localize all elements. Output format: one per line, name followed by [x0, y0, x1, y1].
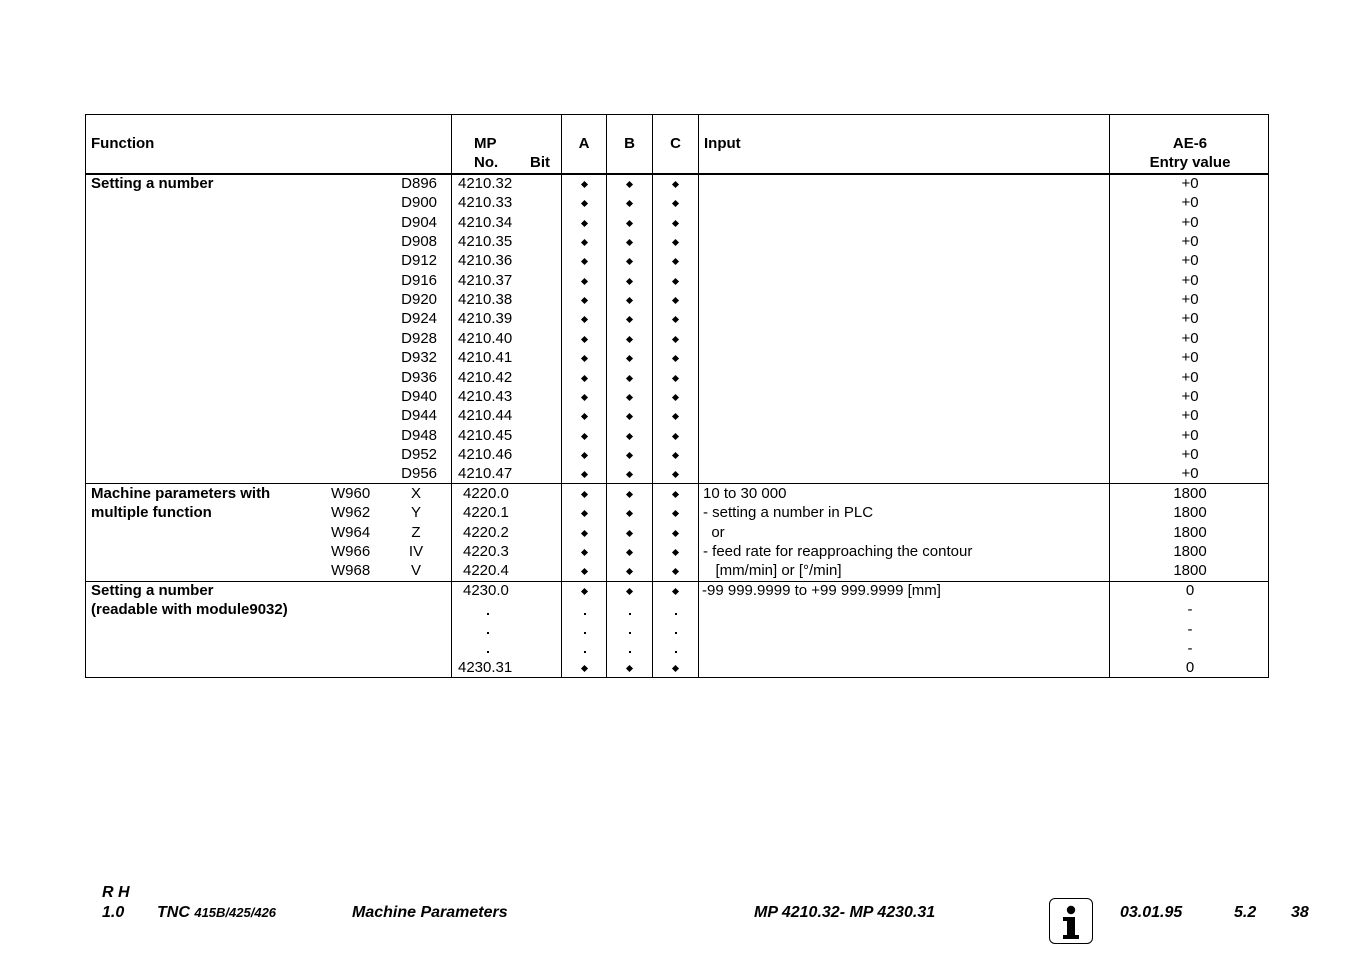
ellipsis-dot	[675, 632, 677, 634]
row-mp-number: 4220.3	[463, 543, 509, 561]
row-code: D908	[401, 233, 437, 251]
footer-mp-range: MP 4210.32- MP 4230.31	[754, 904, 936, 921]
row-entry-value: -	[1187, 601, 1193, 619]
marker-diamond	[581, 336, 588, 343]
marker-diamond	[626, 181, 633, 188]
row-entry-value: +0	[1181, 368, 1199, 386]
col-rule	[561, 115, 562, 677]
col-rule	[652, 115, 653, 677]
marker-diamond	[626, 510, 633, 517]
row-entry-value: 1800	[1173, 543, 1207, 561]
row-entry-value: 1800	[1173, 504, 1207, 522]
ellipsis-dot	[584, 632, 586, 634]
row-entry-value: +0	[1181, 329, 1199, 347]
row-entry-value: 1800	[1173, 485, 1207, 502]
marker-diamond	[626, 336, 633, 343]
marker-diamond	[672, 336, 679, 343]
ellipsis-dot	[629, 632, 631, 634]
row-code: D932	[401, 349, 437, 367]
section3-label-line1: Setting a number	[91, 582, 214, 599]
row-mp-number: 4210.43	[458, 387, 513, 405]
header-mp: MP	[474, 135, 497, 152]
row-entry-value: +0	[1181, 271, 1199, 289]
marker-diamond	[626, 355, 633, 362]
marker-diamond	[581, 452, 588, 459]
marker-diamond	[672, 278, 679, 285]
header-input: Input	[704, 135, 741, 152]
marker-diamond	[672, 200, 679, 207]
marker-diamond	[672, 258, 679, 265]
marker-diamond	[672, 568, 679, 575]
parameter-table	[85, 114, 1269, 678]
row-mp-number: 4210.40	[458, 329, 513, 347]
marker-diamond	[626, 316, 633, 323]
header-a: A	[578, 135, 590, 152]
info-icon	[1049, 898, 1093, 944]
row-code: D920	[401, 291, 437, 309]
row-entry-value: +0	[1181, 310, 1199, 328]
marker-diamond	[581, 200, 588, 207]
section3-label-line2: (readable with module9032)	[91, 601, 288, 618]
row-code: D956	[401, 465, 437, 483]
ellipsis-dot	[629, 613, 631, 615]
row-code: D924	[401, 310, 437, 328]
ellipsis-dot	[487, 613, 489, 615]
section3-mp-last: 4230.31	[458, 659, 513, 676]
marker-diamond	[626, 588, 633, 595]
ellipsis-dot	[584, 613, 586, 615]
row-entry-value: +0	[1181, 233, 1199, 251]
row-axis: X	[410, 485, 421, 502]
section1-label: Setting a number	[91, 175, 214, 192]
row-word: W962	[331, 504, 371, 522]
ellipsis-dot	[487, 632, 489, 634]
marker-diamond	[581, 278, 588, 285]
marker-diamond	[581, 239, 588, 246]
marker-diamond	[626, 278, 633, 285]
footer-version: 1.0	[102, 904, 125, 921]
footer-models: 415B/425/426	[194, 905, 277, 920]
row-mp-number: 4220.4	[463, 562, 509, 580]
row-entry-value: +0	[1181, 175, 1199, 192]
row-mp-number: 4210.35	[458, 233, 513, 251]
marker-diamond	[672, 374, 679, 381]
row-code: D952	[401, 445, 437, 463]
row-mp-number: 4220.1	[463, 504, 509, 522]
marker-diamond	[626, 568, 633, 575]
marker-diamond	[672, 471, 679, 478]
marker-diamond	[581, 355, 588, 362]
marker-diamond	[672, 549, 679, 556]
row-entry-value: -	[1187, 620, 1193, 638]
info-glyph	[1050, 899, 1092, 943]
marker-diamond	[626, 258, 633, 265]
row-mp-number: 4210.34	[458, 213, 513, 231]
section3-mp-first: 4230.0	[463, 582, 509, 599]
row-mp-number: 4210.39	[458, 310, 513, 328]
ellipsis-dot	[675, 613, 677, 615]
marker-diamond	[626, 297, 633, 304]
row-code: D900	[401, 194, 437, 212]
col-rule	[698, 115, 699, 677]
row-entry-value: 1800	[1173, 562, 1207, 580]
row-code: D916	[401, 271, 437, 289]
section2-label-line1: Machine parameters with	[91, 485, 271, 502]
row-entry-value: +0	[1181, 194, 1199, 212]
row-entry-value: +0	[1181, 445, 1199, 463]
row-word: W960	[331, 485, 371, 502]
row-code: D936	[401, 368, 437, 386]
row-input: - feed rate for reapproaching the contour	[703, 543, 973, 561]
row-mp-number: 4210.41	[458, 349, 513, 367]
row-mp-number: 4220.0	[463, 485, 509, 502]
header-function: Function	[91, 135, 155, 152]
row-mp-number: 4210.37	[458, 271, 513, 289]
marker-diamond	[626, 491, 633, 498]
marker-diamond	[581, 433, 588, 440]
row-entry-value: -	[1187, 640, 1193, 658]
col-rule	[451, 115, 452, 677]
row-code: D904	[401, 213, 437, 231]
marker-diamond	[581, 588, 588, 595]
marker-diamond	[581, 549, 588, 556]
marker-diamond	[672, 433, 679, 440]
marker-diamond	[626, 471, 633, 478]
marker-diamond	[672, 316, 679, 323]
row-mp-number: 4210.36	[458, 252, 513, 270]
marker-diamond	[581, 413, 588, 420]
footer-title: Machine Parameters	[352, 904, 508, 921]
footer-tnc	[157, 904, 276, 922]
row-entry-value: +0	[1181, 213, 1199, 231]
row-entry-value: +0	[1181, 349, 1199, 367]
marker-diamond	[672, 665, 679, 672]
marker-diamond	[581, 316, 588, 323]
header-no: No.	[474, 154, 499, 171]
marker-diamond	[626, 549, 633, 556]
footer-section: 5.2	[1234, 904, 1257, 921]
header-bit: Bit	[530, 154, 550, 171]
header-entry-value: Entry value	[1149, 154, 1231, 171]
marker-diamond	[581, 220, 588, 227]
footer-rh: R H	[102, 884, 130, 901]
marker-diamond	[626, 200, 633, 207]
marker-diamond	[672, 220, 679, 227]
row-entry-value: 1800	[1173, 523, 1207, 541]
row-mp-number: 4210.46	[458, 445, 513, 463]
marker-diamond	[672, 413, 679, 420]
footer-tnc-label: TNC	[157, 904, 190, 921]
row-mp-number: 4210.42	[458, 368, 513, 386]
ellipsis-dot	[629, 651, 631, 653]
marker-diamond	[672, 530, 679, 537]
row-code: D944	[401, 407, 437, 425]
row-input: 10 to 30 000	[703, 485, 787, 502]
row-entry-value: +0	[1181, 407, 1199, 425]
row-mp-number: 4210.44	[458, 407, 513, 425]
section3-input: -99 999.9999 to +99 999.9999 [mm]	[702, 582, 941, 599]
row-code: D896	[401, 175, 437, 192]
row-entry-value: +0	[1181, 465, 1199, 483]
marker-diamond	[672, 510, 679, 517]
footer-date: 03.01.95	[1120, 904, 1183, 921]
row-mp-number: 4210.33	[458, 194, 513, 212]
marker-diamond	[581, 491, 588, 498]
row-word: W968	[331, 562, 371, 580]
row-mp-number: 4210.38	[458, 291, 513, 309]
marker-diamond	[672, 239, 679, 246]
row-code: D940	[401, 387, 437, 405]
row-axis: IV	[408, 543, 424, 561]
row-word: W964	[331, 523, 371, 541]
row-mp-number: 4220.2	[463, 523, 509, 541]
marker-diamond	[581, 568, 588, 575]
marker-diamond	[581, 665, 588, 672]
row-entry-value: +0	[1181, 252, 1199, 270]
row-code: D928	[401, 329, 437, 347]
section2-label-line2: multiple function	[91, 504, 212, 521]
marker-diamond	[626, 374, 633, 381]
row-entry-value: 0	[1185, 582, 1195, 599]
marker-diamond	[672, 181, 679, 188]
row-entry-value: +0	[1181, 387, 1199, 405]
marker-diamond	[672, 297, 679, 304]
marker-diamond	[626, 665, 633, 672]
marker-diamond	[581, 394, 588, 401]
marker-diamond	[581, 471, 588, 478]
marker-diamond	[626, 239, 633, 246]
header-ae6: AE-6	[1172, 135, 1208, 152]
row-axis: V	[410, 562, 421, 580]
marker-diamond	[626, 452, 633, 459]
marker-diamond	[626, 394, 633, 401]
marker-diamond	[626, 220, 633, 227]
ellipsis-dot	[584, 651, 586, 653]
row-axis: Y	[410, 504, 421, 522]
row-axis: Z	[411, 523, 421, 541]
marker-diamond	[581, 510, 588, 517]
footer-page: 38	[1291, 904, 1309, 921]
marker-diamond	[672, 491, 679, 498]
row-code: D912	[401, 252, 437, 270]
marker-diamond	[672, 355, 679, 362]
row-entry-value: +0	[1181, 291, 1199, 309]
col-rule	[606, 115, 607, 677]
row-word: W966	[331, 543, 371, 561]
marker-diamond	[581, 530, 588, 537]
row-mp-number: 4210.32	[458, 175, 513, 192]
section-rule	[86, 581, 1268, 582]
ellipsis-dot	[675, 651, 677, 653]
row-mp-number: 4210.45	[458, 426, 513, 444]
marker-diamond	[672, 452, 679, 459]
marker-diamond	[672, 394, 679, 401]
marker-diamond	[626, 413, 633, 420]
marker-diamond	[581, 374, 588, 381]
row-code: D948	[401, 426, 437, 444]
marker-diamond	[626, 433, 633, 440]
row-input: - setting a number in PLC	[703, 504, 874, 522]
row-mp-number: 4210.47	[458, 465, 513, 483]
marker-diamond	[581, 297, 588, 304]
header-b: B	[624, 135, 635, 152]
row-entry-value: 0	[1185, 659, 1195, 677]
marker-diamond	[626, 530, 633, 537]
marker-diamond	[581, 258, 588, 265]
ellipsis-dot	[487, 651, 489, 653]
header-c: C	[670, 135, 681, 152]
marker-diamond	[672, 588, 679, 595]
row-entry-value: +0	[1181, 426, 1199, 444]
marker-diamond	[581, 181, 588, 188]
row-input: or	[703, 523, 725, 541]
row-input: [mm/min] or [°/min]	[703, 562, 842, 580]
header-rule	[86, 173, 1268, 175]
